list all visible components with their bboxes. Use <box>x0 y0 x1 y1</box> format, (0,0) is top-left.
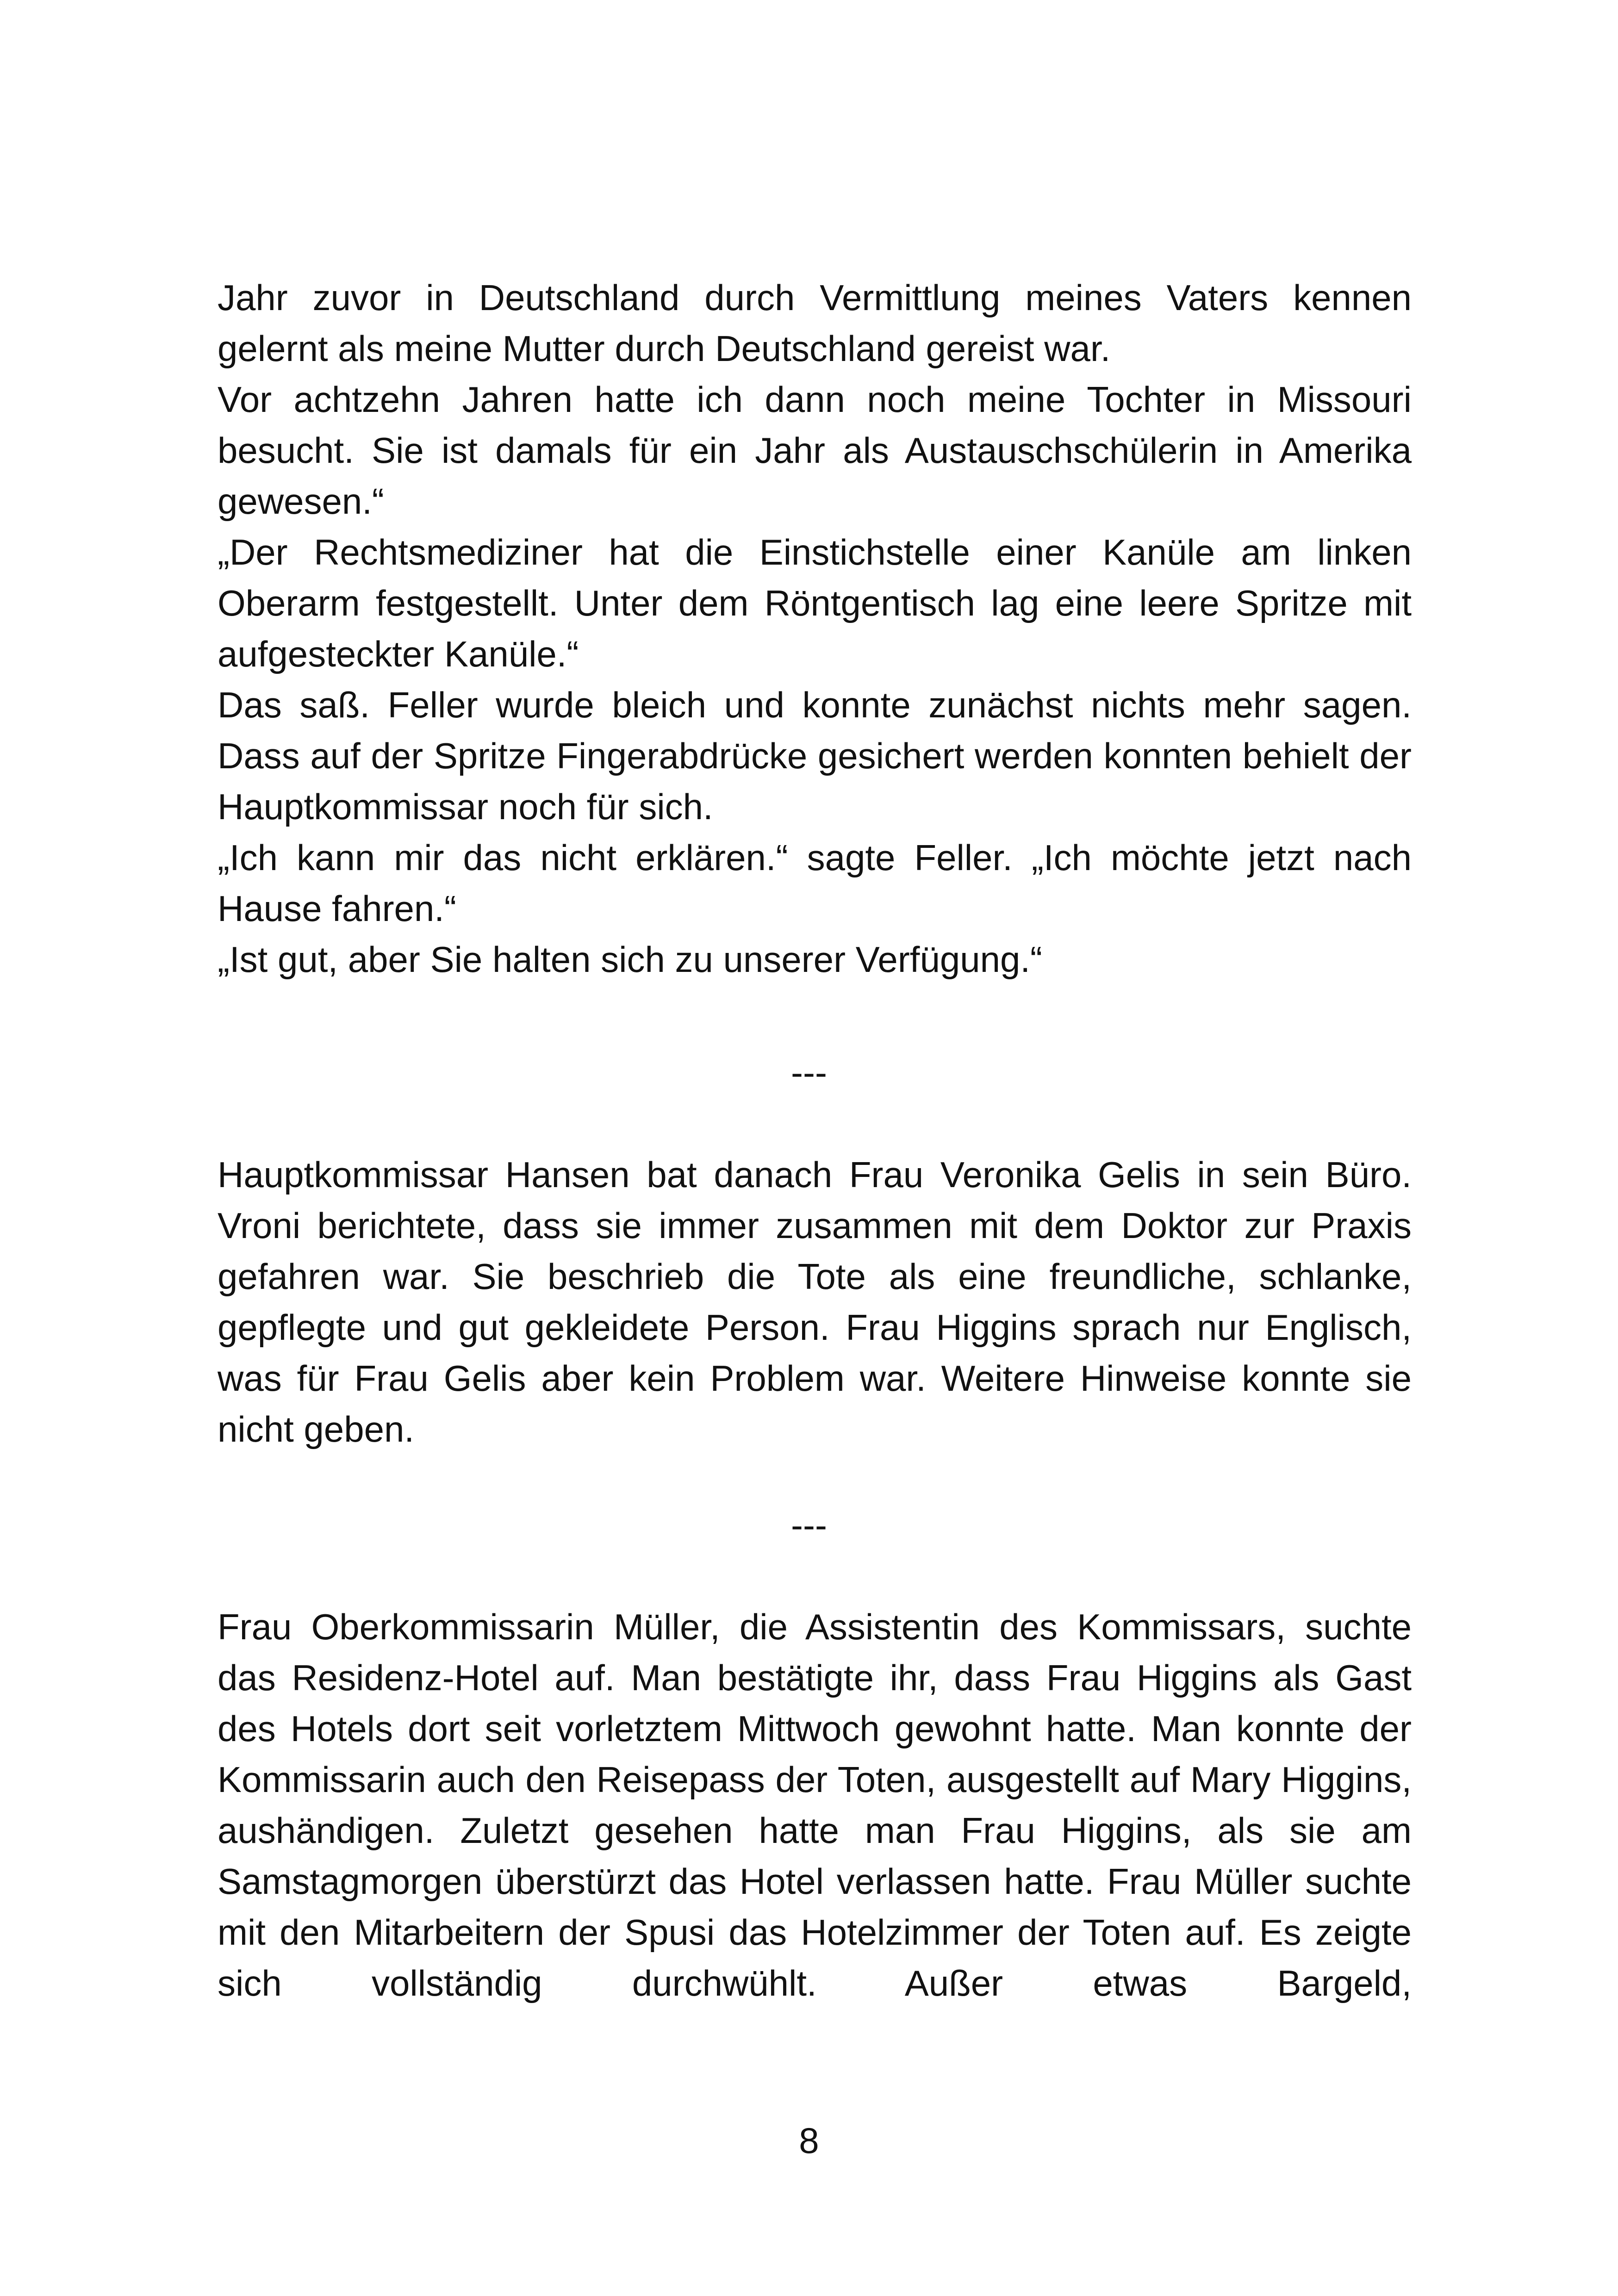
page-number: 8 <box>799 2120 819 2161</box>
paragraph: „Ich kann mir das nicht erklären.“ sagte Feller. „Ich möchte jetzt nach Hause fahren.“ <box>218 837 1412 929</box>
text-section-1 <box>218 272 1412 985</box>
paragraph: „Ist gut, aber Sie halten sich zu unserer Verfügung.“ <box>218 939 1043 980</box>
paragraph: Das saß. Feller wurde bleich und konnte zunächst nichts mehr sagen. Dass auf der Spritze Fingerabdrücke gesichert werden konnten behielt der Hauptkommissar noch für sich. <box>218 684 1412 827</box>
section-separator: --- <box>791 1505 827 1545</box>
text-section-2 <box>218 1149 1412 1455</box>
section-separator: --- <box>791 1052 827 1093</box>
paragraph: Frau Oberkommissarin Müller, die Assistentin des Kommissars, suchte das Residenz-Hotel auf. Man bestätigte ihr, dass Frau Higgins als Gast des Hotels dort seit vorletztem Mittwoch gewohnt hatte. Man konnte der Kommissarin auch den Reisepass der Toten, ausgestellt auf Mary Higgins, aushändigen. Zuletzt gesehen hatte man Frau Higgins, als sie am Samstagmorgen überstürzt das Hotel verlassen hatte. Frau Müller suchte mit den Mitarbeitern der Spusi das Hotelzimmer der Toten auf. Es zeigte sich vollständig durchwühlt. Außer etwas Bargeld, <box>218 1606 1412 2004</box>
paragraph: Jahr zuvor in Deutschland durch Vermittlung meines Vaters kennen gelernt als meine Mutter durch Deutschland gereist war. <box>218 277 1412 369</box>
paragraph: Vor achtzehn Jahren hatte ich dann noch meine Tochter in Missouri besucht. Sie ist damals für ein Jahr als Austauschschülerin in Amerika gewesen.“ <box>218 379 1412 522</box>
paragraph: „Der Rechtsmediziner hat die Einstichstelle einer Kanüle am linken Oberarm festgestellt. Unter dem Röntgentisch lag eine leere Spritze mit aufgesteckter Kanüle.“ <box>218 532 1412 674</box>
text-section-3 <box>218 1601 1412 2009</box>
paragraph: Hauptkommissar Hansen bat danach Frau Veronika Gelis in sein Büro. Vroni berichtete, dass sie immer zusammen mit dem Doktor zur Praxis gefahren war. Sie beschrieb die Tote als eine freundliche, schlanke, gepflegte und gut gekleidete Person. Frau Higgins sprach nur Englisch, was für Frau Gelis aber kein Problem war. Weitere Hinweise konnte sie nicht geben. <box>218 1154 1412 1450</box>
